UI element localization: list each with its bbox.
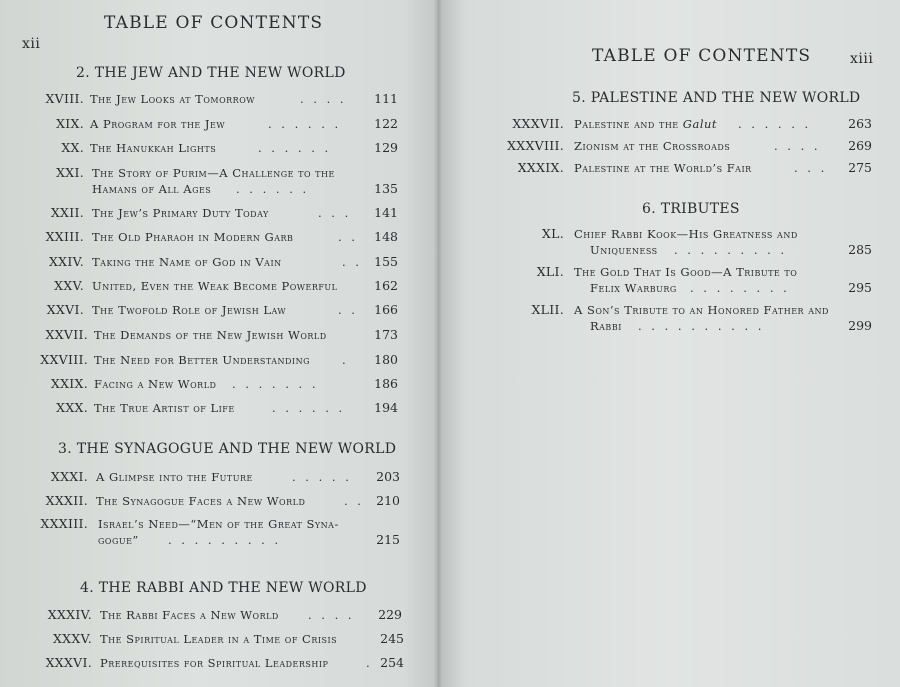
page-number: 245: [380, 631, 404, 646]
chapter-number: XLII.: [531, 302, 564, 317]
chapter-number: XXIII.: [45, 229, 84, 244]
chapter-title-continued: Uniqueness: [590, 243, 658, 257]
chapter-title: The Synagogue Faces a New World: [96, 494, 306, 508]
chapter-title: Prerequisites for Spiritual Leadership: [100, 656, 329, 670]
toc-entry[interactable]: [438, 117, 888, 133]
dot-leader: . . . . . . . . .: [168, 533, 282, 547]
chapter-title: Palestine at the World’s Fair: [574, 161, 752, 175]
dot-leader: . . . . . .: [258, 141, 332, 155]
toc-entry[interactable]: [0, 279, 420, 295]
chapter-title: The Gold That Is Good—A Tribute to: [574, 265, 798, 279]
dot-leader: . . . .: [308, 608, 355, 622]
section-heading: 4. THE RABBI AND THE NEW WORLD: [80, 580, 367, 596]
toc-entry[interactable]: [0, 117, 420, 133]
toc-entry[interactable]: [0, 92, 420, 108]
toc-entry[interactable]: [0, 656, 420, 672]
dot-leader: . . .: [794, 161, 828, 175]
toc-entry[interactable]: [0, 377, 420, 393]
chapter-title: The Jew Looks at Tomorrow: [90, 92, 255, 106]
page-number: 275: [848, 160, 872, 175]
chapter-title: The Spiritual Leader in a Time of Crisis: [100, 632, 338, 646]
page-number: 180: [374, 352, 398, 367]
section-heading: 3. THE SYNAGOGUE AND THE NEW WORLD: [58, 441, 397, 457]
dot-leader: . . . . . . .: [232, 377, 319, 391]
page-number: 129: [374, 140, 398, 155]
toc-entry[interactable]: [438, 265, 888, 297]
toc-entry[interactable]: [0, 255, 420, 271]
chapter-number: XXII.: [50, 205, 84, 220]
chapter-title: Israel’s Need—“Men of the Great Syna-: [98, 517, 339, 531]
page-number: 166: [374, 302, 398, 317]
toc-entry[interactable]: [0, 303, 420, 319]
page-number: 148: [374, 229, 398, 244]
toc-entry[interactable]: [438, 161, 888, 177]
page-number: 155: [374, 254, 398, 269]
chapter-number: XXI.: [56, 165, 84, 180]
page-number: 122: [374, 116, 398, 131]
left-folio: xii: [22, 36, 41, 52]
right-running-head: TABLE OF CONTENTS: [592, 46, 812, 66]
toc-entry[interactable]: [0, 632, 420, 648]
chapter-title: A Glimpse into the Future: [96, 470, 253, 484]
chapter-title: Taking the Name of God in Vain: [92, 255, 282, 269]
chapter-title: Zionism at the Crossroads: [574, 139, 731, 153]
chapter-title: United, Even the Weak Become Powerful: [92, 279, 338, 293]
dot-leader: . . . . . . . . . .: [638, 319, 765, 333]
toc-entry[interactable]: [0, 494, 420, 510]
chapter-number: XL.: [541, 226, 564, 241]
page-number: 263: [848, 116, 872, 131]
book-gutter: [434, 0, 442, 687]
chapter-number: XXIV.: [48, 254, 84, 269]
page-number: 162: [374, 278, 398, 293]
page-number: 194: [374, 400, 398, 415]
chapter-title-continued: Rabbi: [590, 319, 622, 333]
section-heading: 5. PALESTINE AND THE NEW WORLD: [572, 90, 861, 106]
dot-leader: . .: [342, 255, 362, 269]
page-number: 141: [374, 205, 398, 220]
chapter-title: Facing a New World: [94, 377, 217, 391]
left-running-head: TABLE OF CONTENTS: [104, 13, 324, 33]
toc-entry[interactable]: [0, 470, 420, 486]
chapter-title: A Program for the Jew: [90, 117, 226, 131]
toc-entry[interactable]: [0, 230, 420, 246]
chapter-number: XXXIII.: [40, 516, 88, 531]
chapter-number: XVIII.: [45, 91, 84, 106]
dot-leader: . . . . . .: [268, 117, 342, 131]
page-number: 210: [376, 493, 400, 508]
chapter-number: XXXI.: [50, 469, 88, 484]
chapter-number: XXIX.: [50, 376, 88, 391]
chapter-number: XXXVIII.: [507, 138, 564, 153]
chapter-number: XXXV.: [52, 631, 92, 646]
dot-leader: .: [366, 656, 373, 670]
page-number: 215: [376, 532, 400, 547]
chapter-title: [574, 117, 717, 131]
chapter-title-continued: gogue”: [98, 533, 139, 547]
chapter-number: XXXVII.: [512, 116, 564, 131]
chapter-number: XXX.: [56, 400, 88, 415]
chapter-title: The Demands of the New Jewish World: [94, 328, 327, 342]
dot-leader: . .: [338, 230, 358, 244]
dot-leader: .: [342, 353, 349, 367]
page-number: 186: [374, 376, 398, 391]
toc-entry[interactable]: [0, 166, 420, 198]
chapter-title: The Old Pharaoh in Modern Garb: [92, 230, 294, 244]
dot-leader: . . . .: [774, 139, 821, 153]
page-number: 173: [374, 327, 398, 342]
chapter-number: XXXII.: [45, 493, 88, 508]
page-number: 285: [848, 242, 872, 257]
chapter-title: The Rabbi Faces a New World: [100, 608, 279, 622]
chapter-number: XIX.: [56, 116, 84, 131]
toc-entry[interactable]: [0, 141, 420, 157]
toc-entry[interactable]: [438, 303, 888, 335]
chapter-title: The Hanukkah Lights: [90, 141, 217, 155]
chapter-number: XXV.: [54, 278, 84, 293]
chapter-number: XX.: [61, 140, 84, 155]
chapter-title: The True Artist of Life: [94, 401, 235, 415]
chapter-title: Chief Rabbi Kook—His Greatness and: [574, 227, 798, 241]
toc-entry[interactable]: [0, 206, 420, 222]
toc-entry[interactable]: [438, 227, 888, 259]
left-page: [0, 0, 438, 687]
dot-leader: . . . . . .: [272, 401, 346, 415]
chapter-title: The Jew’s Primary Duty Today: [92, 206, 269, 220]
toc-entry[interactable]: [0, 353, 420, 369]
chapter-title-continued: Hamans of All Ages: [92, 182, 212, 196]
page-number: 111: [374, 91, 398, 106]
page-number: 295: [848, 280, 872, 295]
chapter-title-continued: Felix Warburg: [590, 281, 677, 295]
chapter-number: XXVII.: [45, 327, 88, 342]
page-number: 269: [848, 138, 872, 153]
chapter-number: XXXVI.: [45, 655, 92, 670]
toc-entry[interactable]: [0, 517, 420, 549]
chapter-number: XXXIV.: [47, 607, 92, 622]
toc-entry[interactable]: [0, 401, 420, 417]
dot-leader: . . . . . . . . .: [674, 243, 788, 257]
section-heading: 2. THE JEW AND THE NEW WORLD: [76, 65, 346, 81]
dot-leader: . .: [344, 494, 364, 508]
chapter-number: XXVIII.: [40, 352, 88, 367]
toc-entry[interactable]: [438, 139, 888, 155]
dot-leader: . . . . . .: [738, 117, 812, 131]
chapter-title-italic: Galut: [682, 117, 718, 131]
chapter-title: The Twofold Role of Jewish Law: [92, 303, 287, 317]
chapter-title: A Son’s Tribute to an Honored Father and: [574, 303, 829, 317]
chapter-number: XXXIX.: [517, 160, 564, 175]
dot-leader: . . . . . .: [236, 182, 310, 196]
chapter-number: XXVI.: [46, 302, 84, 317]
section-heading: 6. TRIBUTES: [642, 201, 740, 217]
page-number: 203: [376, 469, 400, 484]
toc-entry[interactable]: [0, 608, 420, 624]
page-number: 299: [848, 318, 872, 333]
dot-leader: . . . .: [300, 92, 347, 106]
dot-leader: . .: [338, 303, 358, 317]
dot-leader: . . . . .: [292, 470, 352, 484]
chapter-title: The Story of Purim—A Challenge to the: [92, 166, 335, 180]
page-number: 135: [374, 181, 398, 196]
dot-leader: . . .: [318, 206, 352, 220]
chapter-title-text: Palestine and the: [574, 117, 683, 131]
page-number: 229: [378, 607, 402, 622]
dot-leader: . . . . . . . .: [690, 281, 790, 295]
right-folio: xiii: [850, 51, 874, 67]
right-page: [438, 0, 900, 687]
chapter-number: XLI.: [536, 264, 564, 279]
page-number: 254: [380, 655, 404, 670]
chapter-title: The Need for Better Understanding: [94, 353, 310, 367]
toc-entry[interactable]: [0, 328, 420, 344]
